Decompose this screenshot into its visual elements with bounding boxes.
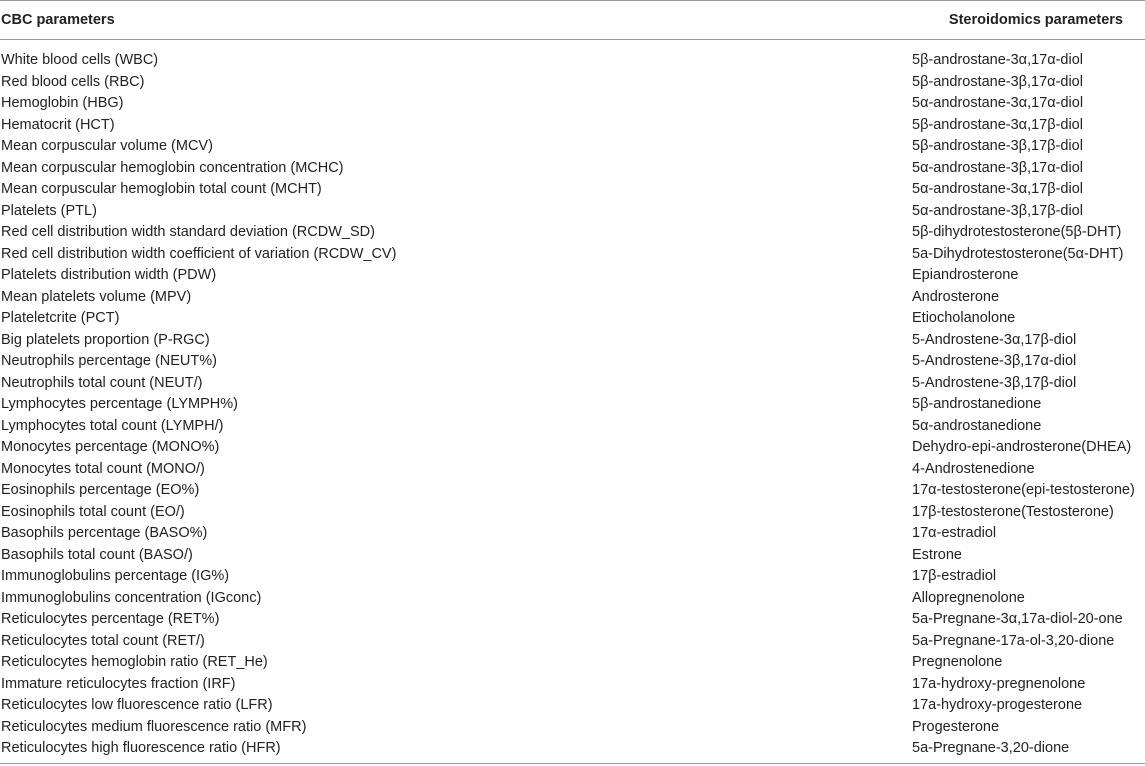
steroidomics-parameter-cell: 4-Androstenedione [912, 460, 1035, 477]
table-row [0, 523, 1145, 545]
table-row [0, 631, 1145, 653]
table-row [0, 222, 1145, 244]
steroidomics-parameter-cell: 5β-androstane-3β,17α-diol [912, 73, 1083, 90]
steroidomics-parameter-cell: 5α-androstane-3β,17α-diol [912, 159, 1084, 176]
cbc-parameter-cell: Eosinophils total count (EO/) [1, 503, 185, 520]
table-body [0, 40, 1145, 764]
cbc-parameter-cell: Reticulocytes total count (RET/) [1, 632, 205, 649]
table-header [0, 1, 1145, 40]
steroidomics-parameter-cell: 5β-dihydrotestosterone(5β-DHT) [912, 224, 1122, 240]
cbc-parameter-cell: White blood cells (WBC) [1, 52, 159, 68]
table-row [0, 459, 1145, 481]
steroidomics-parameter-cell: 5-Androstene-3β,17β-diol [912, 374, 1077, 391]
table-row [0, 609, 1145, 631]
table-row [0, 674, 1145, 696]
table-row [0, 502, 1145, 524]
cbc-parameter-cell: Mean corpuscular volume (MCV) [1, 138, 213, 154]
table-row [0, 545, 1145, 567]
table-row [0, 351, 1145, 373]
table-row [0, 330, 1145, 352]
table-row [0, 72, 1145, 94]
steroidomics-parameter-cell: Etiocholanolone [912, 310, 1016, 326]
steroidomics-parameter-cell: 5β-androstanedione [912, 396, 1042, 412]
table-row [0, 416, 1145, 438]
steroidomics-parameter-cell: Progesterone [912, 718, 1000, 735]
cbc-parameter-cell: Big platelets proportion (P-RGC) [1, 331, 210, 348]
steroidomics-parameter-cell: 5α-androstane-3α,17β-diol [912, 181, 1084, 197]
cbc-parameter-cell: Red cell distribution width coefficient of variation (RCDW_CV) [1, 245, 397, 262]
steroidomics-parameter-cell: 5a-Pregnane-3,20-dione [912, 740, 1070, 756]
steroidomics-parameter-cell: Dehydro-epi-androsterone(DHEA) [912, 439, 1132, 455]
header-steroidomics-parameters: Steroidomics parameters [911, 1, 1145, 40]
steroidomics-parameter-cell: Estrone [912, 546, 962, 563]
steroidomics-parameter-cell: 17a-hydroxy-progesterone [912, 697, 1083, 713]
steroidomics-parameter-cell: 5α-androstane-3α,17α-diol [912, 95, 1084, 111]
steroidomics-parameter-cell: 17α-estradiol [912, 525, 997, 541]
steroidomics-parameter-cell: 17α-testosterone(epi-testosterone) [912, 482, 1135, 498]
cbc-parameter-cell: Plateletcrite (PCT) [1, 310, 120, 326]
cbc-parameter-cell: Lymphocytes total count (LYMPH/) [1, 417, 224, 434]
cbc-parameter-cell: Reticulocytes hemoglobin ratio (RET_He) [1, 654, 268, 670]
steroidomics-parameter-cell: 5α-androstane-3β,17β-diol [912, 202, 1083, 219]
table-bottom-rule [0, 763, 1145, 764]
cbc-parameter-cell: Immunoglobulins concentration (IGconc) [1, 589, 262, 606]
table-row [0, 308, 1145, 330]
table-row [0, 136, 1145, 158]
cbc-parameter-cell: Monocytes total count (MONO/) [1, 460, 205, 477]
steroidomics-parameter-cell: 5a-Pregnane-17a-ol-3,20-dione [912, 632, 1115, 649]
table-row [0, 652, 1145, 674]
table-row [0, 158, 1145, 180]
table-row [0, 244, 1145, 266]
steroidomics-parameter-cell: 5-Androstene-3α,17β-diol [912, 331, 1077, 348]
table-row [0, 480, 1145, 502]
steroidomics-parameter-cell: 5β-androstane-3β,17β-diol [912, 138, 1083, 154]
cbc-parameter-cell: Reticulocytes low fluorescence ratio (LFR) [1, 697, 273, 713]
cbc-parameter-cell: Neutrophils total count (NEUT/) [1, 374, 203, 391]
steroidomics-parameter-cell: 5a-Dihydrotestosterone(5α-DHT) [912, 245, 1124, 262]
steroidomics-parameter-cell: Allopregnenolone [912, 589, 1025, 606]
table-row [0, 115, 1145, 137]
table-row [0, 201, 1145, 223]
steroidomics-parameter-cell: Epiandrosterone [912, 267, 1019, 283]
table-row [0, 738, 1145, 764]
table-row [0, 265, 1145, 287]
table-row [0, 93, 1145, 115]
cbc-parameter-cell: Eosinophils percentage (EO%) [1, 482, 200, 498]
cbc-parameter-cell: Hematocrit (HCT) [1, 116, 115, 133]
steroidomics-parameter-cell: 17β-testosterone(Testosterone) [912, 503, 1114, 520]
cbc-parameter-cell: Basophils percentage (BASO%) [1, 525, 208, 541]
cbc-parameter-cell: Hemoglobin (HBG) [1, 95, 124, 111]
steroidomics-parameter-cell: 17a-hydroxy-pregnenolone [912, 675, 1086, 692]
table-row [0, 437, 1145, 459]
steroidomics-parameter-cell: Pregnenolone [912, 654, 1003, 670]
table-row [0, 394, 1145, 416]
cbc-parameter-cell: Red blood cells (RBC) [1, 73, 145, 90]
cbc-parameter-cell: Reticulocytes medium fluorescence ratio (MFR) [1, 718, 307, 735]
header-cbc-parameters: CBC parameters [0, 1, 911, 40]
header-row [0, 1, 1145, 40]
steroidomics-parameter-cell: 5β-androstane-3α,17β-diol [912, 116, 1083, 133]
cbc-parameter-cell: Monocytes percentage (MONO%) [1, 439, 220, 455]
cbc-parameter-cell: Immature reticulocytes fraction (IRF) [1, 675, 236, 692]
table-row [0, 566, 1145, 588]
table-row [0, 588, 1145, 610]
table-row [0, 717, 1145, 739]
cbc-parameter-cell: Neutrophils percentage (NEUT%) [1, 353, 217, 369]
cbc-parameter-cell: Mean platelets volume (MPV) [1, 288, 192, 305]
cbc-parameter-cell: Platelets (PTL) [1, 202, 97, 219]
table-row [0, 40, 1145, 72]
table-row [0, 287, 1145, 309]
steroidomics-parameter-cell: 5α-androstanedione [912, 417, 1042, 434]
steroidomics-parameter-cell: Androsterone [912, 288, 1000, 305]
steroidomics-parameter-cell: 5a-Pregnane-3α,17a-diol-20-one [912, 611, 1123, 627]
cbc-parameter-cell: Mean corpuscular hemoglobin concentration (MCHC) [1, 159, 344, 176]
cbc-parameter-cell: Reticulocytes percentage (RET%) [1, 611, 220, 627]
cbc-parameter-cell: Basophils total count (BASO/) [1, 546, 193, 563]
cbc-parameter-cell: Platelets distribution width (PDW) [1, 267, 217, 283]
steroidomics-parameter-cell: 17β-estradiol [912, 568, 997, 584]
table-row [0, 179, 1145, 201]
steroidomics-parameter-cell: 5-Androstene-3β,17α-diol [912, 353, 1077, 369]
table-row [0, 695, 1145, 717]
cbc-parameter-cell: Mean corpuscular hemoglobin total count (MCHT) [1, 181, 322, 197]
cbc-parameter-cell: Red cell distribution width standard deviation (RCDW_SD) [1, 224, 375, 240]
table-row [0, 373, 1145, 395]
steroidomics-parameter-cell: 5β-androstane-3α,17α-diol [912, 52, 1084, 68]
cbc-parameter-cell: Lymphocytes percentage (LYMPH%) [1, 396, 238, 412]
cbc-parameter-cell: Reticulocytes high fluorescence ratio (HFR) [1, 740, 281, 756]
cbc-parameter-cell: Immunoglobulins percentage (IG%) [1, 568, 230, 584]
